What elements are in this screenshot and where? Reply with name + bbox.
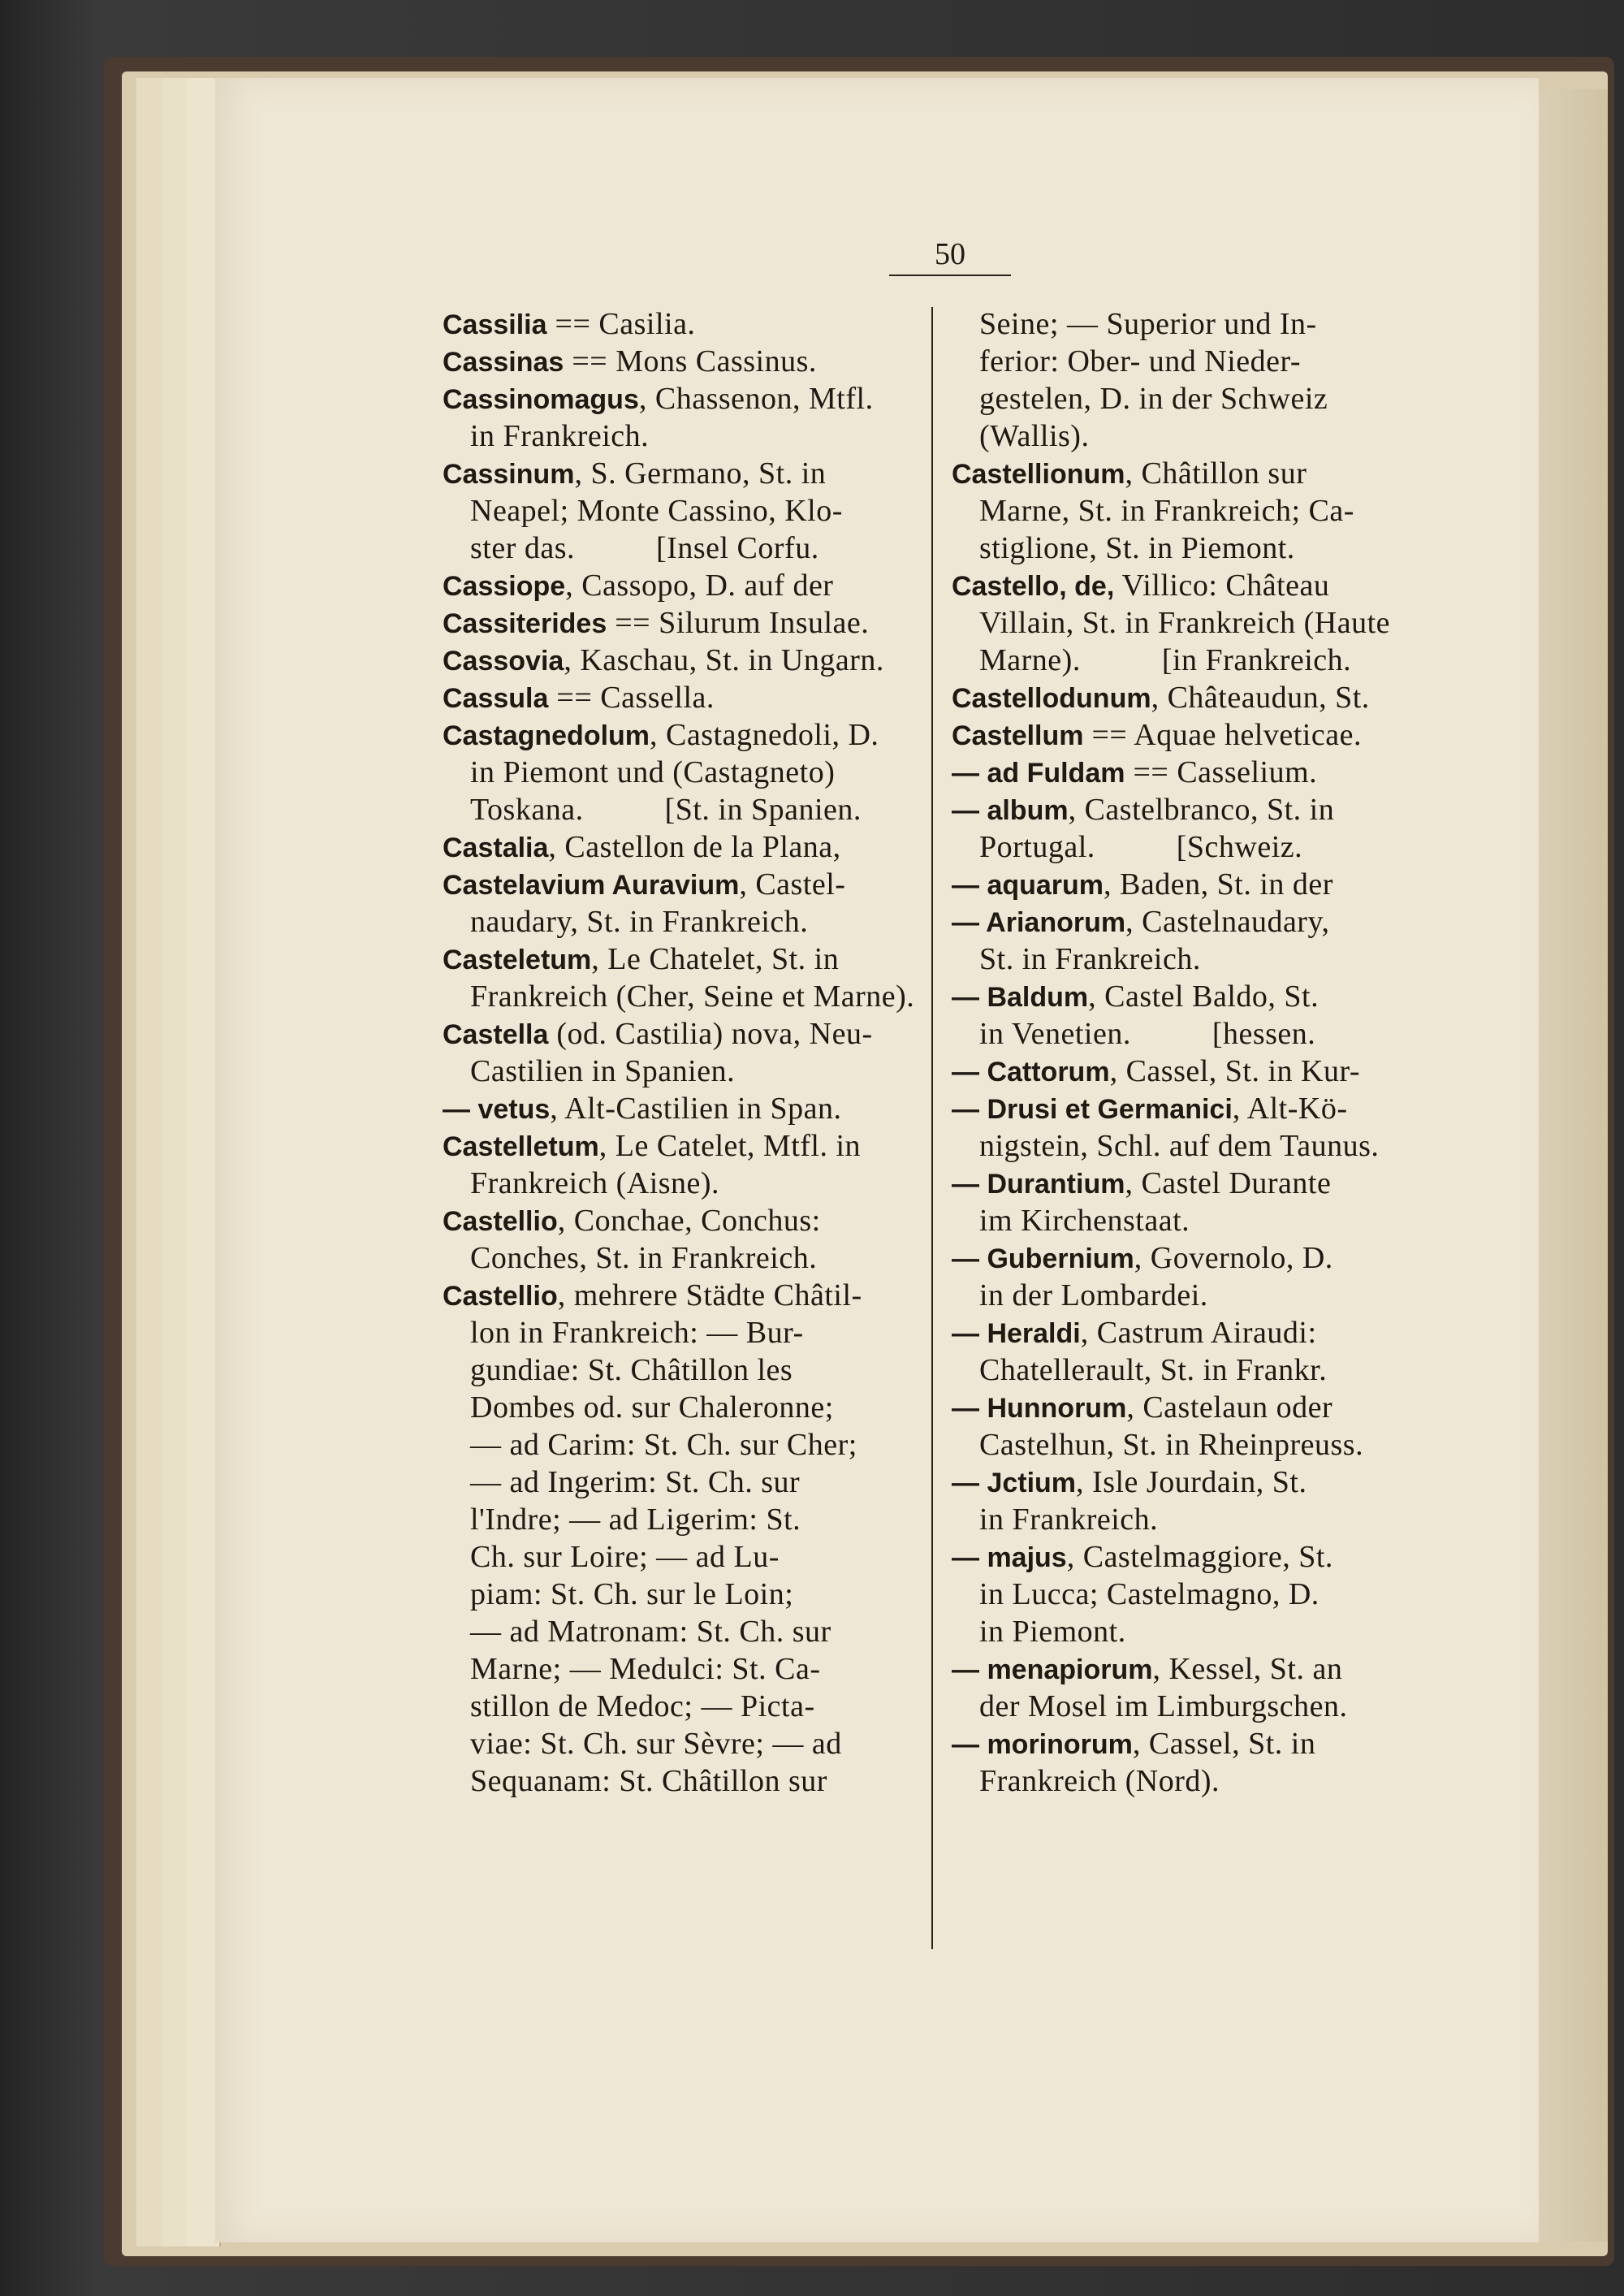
entry-headword: — menapiorum <box>952 1654 1153 1685</box>
entry-line <box>443 1576 930 1613</box>
entry-text: == Silurum Insulae. <box>607 606 870 640</box>
entry-text: — ad Carim: St. Ch. sur Cher; <box>470 1428 857 1462</box>
entry-text: stiglione, St. in Piemont. <box>979 531 1295 565</box>
entry-headword: Castello, de, <box>952 571 1115 602</box>
entry-line <box>443 754 930 791</box>
entry-line <box>952 1053 1449 1090</box>
entry-text: Villain, St. in Frankreich (Haute <box>979 606 1390 640</box>
entry-line <box>443 305 930 343</box>
entry-line <box>952 380 1449 417</box>
entry-headword: — Jctium <box>952 1468 1077 1498</box>
entry-line <box>952 754 1449 791</box>
entry-line <box>443 1053 930 1090</box>
entry-line <box>952 455 1449 492</box>
entry-text: in Piemont und (Castagneto) <box>470 755 836 789</box>
entry-line <box>952 1090 1449 1127</box>
entry-text: im Kirchenstaat. <box>979 1204 1190 1238</box>
entry-headword: — morinorum <box>952 1729 1133 1760</box>
entry-line <box>443 1426 930 1464</box>
entry-text: , Castelnaudary, <box>1125 905 1330 939</box>
entry-line <box>443 492 930 530</box>
entry-headword: Castellionum <box>952 459 1125 490</box>
entry-line <box>952 1426 1449 1464</box>
entry-headword: — Durantium <box>952 1169 1125 1200</box>
entry-text: Castilien in Spanien. <box>470 1054 736 1088</box>
entry-text: gundiae: St. Châtillon les <box>470 1353 793 1387</box>
entry-text: gestelen, D. in der Schweiz <box>979 382 1328 416</box>
entry-text: ferior: Ober- und Nieder- <box>979 344 1302 378</box>
entry-line <box>443 716 930 754</box>
entry-text: Neapel; Monte Cassino, Klo- <box>470 494 843 528</box>
entry-headword: Cassinas <box>443 347 564 378</box>
entry-headword: Castellio <box>443 1206 558 1237</box>
entry-line <box>443 1464 930 1501</box>
entry-line <box>952 1202 1449 1239</box>
entry-line <box>952 343 1449 380</box>
entry-text: , Cassel, St. in <box>1132 1727 1316 1761</box>
entry-line <box>443 978 930 1015</box>
entry-text: , Cassel, St. in Kur- <box>1109 1054 1361 1088</box>
entry-text: naudary, St. in Frankreich. <box>470 905 809 939</box>
entry-text: , Governolo, D. <box>1134 1241 1333 1275</box>
entry-text: , Castelaun oder <box>1126 1390 1333 1425</box>
entry-line <box>443 1314 930 1351</box>
entry-line <box>443 828 930 866</box>
entry-line <box>443 1650 930 1688</box>
entry-text: Marne; — Medulci: St. Ca- <box>470 1652 821 1686</box>
entry-text: , Castel Baldo, St. <box>1088 979 1320 1014</box>
entry-text: == Aquae helveticae. <box>1083 718 1362 752</box>
entry-text: , Kaschau, St. in Ungarn. <box>564 643 884 677</box>
entry-line <box>952 1239 1449 1277</box>
entry-line <box>952 417 1449 455</box>
entry-line <box>443 1613 930 1650</box>
entry-text: , Castelmaggiore, St. <box>1066 1540 1333 1574</box>
entry-headword: Cassinum <box>443 459 575 490</box>
entry-text: lon in Frankreich: — Bur- <box>470 1316 804 1350</box>
entry-text: Portugal. [Schweiz. <box>979 830 1303 864</box>
entry-line <box>952 567 1449 604</box>
entry-headword: Cassovia <box>443 646 564 677</box>
entry-headword: Castellio <box>443 1281 558 1312</box>
entry-line <box>952 903 1449 940</box>
entry-line <box>443 1351 930 1389</box>
entry-headword: — ad Fuldam <box>952 758 1125 789</box>
entry-line <box>952 1576 1449 1613</box>
entry-text: — ad Ingerim: St. Ch. sur <box>470 1465 801 1499</box>
entry-text: , Castrum Airaudi: <box>1080 1316 1317 1350</box>
entry-headword: Cassiterides <box>443 608 607 639</box>
entry-line <box>443 1762 930 1800</box>
entry-line <box>952 940 1449 978</box>
entry-headword: — aquarum <box>952 870 1104 901</box>
entry-headword: — majus <box>952 1542 1067 1573</box>
entry-text: , Castellon de la Plana, <box>548 830 841 864</box>
entry-line <box>443 1501 930 1538</box>
entry-text: , Castel Durante <box>1125 1166 1332 1200</box>
page-number-rule <box>889 275 1011 276</box>
entry-line <box>952 604 1449 642</box>
page-number: 50 <box>935 237 965 271</box>
entry-text: Frankreich (Aisne). <box>470 1166 720 1200</box>
entry-headword: — Hunnorum <box>952 1393 1127 1424</box>
entry-line <box>952 1127 1449 1165</box>
entry-headword: Cassilia <box>443 309 547 340</box>
entry-headword: Castellum <box>952 720 1084 751</box>
entry-text: — ad Matronam: St. Ch. sur <box>470 1615 831 1649</box>
entry-text: viae: St. Ch. sur Sèvre; — ad <box>470 1727 842 1761</box>
entry-line <box>952 1688 1449 1725</box>
entry-text: in Piemont. <box>979 1615 1126 1649</box>
entry-headword: Castelletum <box>443 1131 599 1162</box>
entry-line <box>443 866 930 903</box>
entry-line <box>443 940 930 978</box>
entry-line <box>952 1314 1449 1351</box>
entry-line <box>443 1165 930 1202</box>
entry-text: Castelhun, St. in Rheinpreuss. <box>979 1428 1364 1462</box>
entry-text: , Castelbranco, St. in <box>1068 793 1335 827</box>
entry-text: == Casselium. <box>1125 755 1318 789</box>
entry-text: (od. Castilia) nova, Neu- <box>548 1017 873 1051</box>
entry-text: == Mons Cassinus. <box>564 344 817 378</box>
entry-text: Marne). [in Frankreich. <box>979 643 1352 677</box>
entry-line <box>443 567 930 604</box>
entry-text: , Chassenon, Mtfl. <box>638 382 874 416</box>
entry-text: , Conchae, Conchus: <box>557 1204 821 1238</box>
entry-text: Marne, St. in Frankreich; Ca- <box>979 494 1354 528</box>
entry-text: Frankreich (Nord). <box>979 1764 1220 1798</box>
entry-line <box>443 1127 930 1165</box>
entry-line <box>443 903 930 940</box>
entry-text: , Châteaudun, St. <box>1151 681 1370 715</box>
entry-headword: — Drusi et Germanici <box>952 1094 1233 1125</box>
entry-line <box>443 1090 930 1127</box>
entry-text: , Le Chatelet, St. in <box>591 942 840 976</box>
entry-text: piam: St. Ch. sur le Loin; <box>470 1577 794 1611</box>
entry-text: == Cassella. <box>548 681 715 715</box>
entry-line <box>952 530 1449 567</box>
entry-line <box>443 1239 930 1277</box>
entry-line <box>952 1762 1449 1800</box>
entry-text: Dombes od. sur Chaleronne; <box>470 1390 834 1425</box>
entry-line <box>952 716 1449 754</box>
entry-line <box>952 305 1449 343</box>
entry-line <box>443 1277 930 1314</box>
entry-text: , Castagnedoli, D. <box>650 718 879 752</box>
entry-text: , Alt-Castilien in Span. <box>550 1092 842 1126</box>
entry-text: stillon de Medoc; — Picta- <box>470 1689 815 1723</box>
entry-text: Seine; — Superior und In- <box>979 307 1317 341</box>
entry-headword: — vetus <box>443 1094 551 1125</box>
entry-headword: Casteletum <box>443 945 592 975</box>
entry-line <box>952 1015 1449 1053</box>
entry-line <box>443 1538 930 1576</box>
entry-text: , Alt-Kö- <box>1232 1092 1348 1126</box>
entry-line <box>952 1165 1449 1202</box>
entry-line <box>952 791 1449 828</box>
left-column <box>443 305 930 1800</box>
column-divider <box>931 307 933 1949</box>
entry-line <box>443 642 930 679</box>
entry-headword: Cassula <box>443 683 549 714</box>
entry-text: Ch. sur Loire; — ad Lu- <box>470 1540 780 1574</box>
entry-text: in Frankreich. <box>979 1503 1159 1537</box>
entry-text: , Isle Jourdain, St. <box>1076 1465 1307 1499</box>
entry-text: , Baden, St. in der <box>1104 867 1333 902</box>
entry-text: Toskana. [St. in Spanien. <box>470 793 862 827</box>
entry-line <box>952 1538 1449 1576</box>
entry-line <box>443 1202 930 1239</box>
entry-line <box>443 455 930 492</box>
entry-text: , Châtillon sur <box>1125 456 1307 491</box>
entry-text: Conches, St. in Frankreich. <box>470 1241 818 1275</box>
entry-line <box>952 492 1449 530</box>
entry-text: nigstein, Schl. auf dem Taunus. <box>979 1129 1380 1163</box>
entry-headword: Castalia <box>443 832 549 863</box>
entry-line <box>443 530 930 567</box>
entry-text: , S. Germano, St. in <box>574 456 827 491</box>
entry-line <box>952 1501 1449 1538</box>
entry-text: Frankreich (Cher, Seine et Marne). <box>470 979 915 1014</box>
entry-text: der Mosel im Limburgschen. <box>979 1689 1348 1723</box>
entry-headword: — Arianorum <box>952 907 1126 938</box>
entry-headword: — album <box>952 795 1069 826</box>
entry-text: Sequanam: St. Châtillon sur <box>470 1764 827 1798</box>
entry-text: in Venetien. [hessen. <box>979 1017 1316 1051</box>
entry-headword: — Heraldi <box>952 1318 1081 1349</box>
entry-line <box>443 343 930 380</box>
entry-line <box>952 1650 1449 1688</box>
entry-headword: Castelavium Auravium <box>443 870 740 901</box>
entry-line <box>952 978 1449 1015</box>
entry-text: ster das. [Insel Corfu. <box>470 531 819 565</box>
entry-line <box>443 417 930 455</box>
right-column <box>952 305 1449 1800</box>
entry-headword: — Cattorum <box>952 1057 1110 1087</box>
entry-headword: Cassinomagus <box>443 384 639 415</box>
entry-text: (Wallis). <box>979 419 1090 453</box>
entry-headword: Castella <box>443 1019 549 1050</box>
entry-headword: Castagnedolum <box>443 720 650 751</box>
entry-line <box>443 791 930 828</box>
entry-text: , mehrere Städte Châtil- <box>557 1278 862 1312</box>
entry-line <box>952 828 1449 866</box>
entry-text: in Lucca; Castelmagno, D. <box>979 1577 1320 1611</box>
entry-text: , Cassopo, D. auf der <box>565 569 834 603</box>
entry-line <box>443 1688 930 1725</box>
entry-line <box>443 679 930 716</box>
entry-headword: Cassiope <box>443 571 566 602</box>
entry-line <box>952 1464 1449 1501</box>
entry-headword: — Gubernium <box>952 1243 1134 1274</box>
entry-line <box>952 679 1449 716</box>
next-page-edge <box>1539 89 1608 2242</box>
entry-headword: Castellodunum <box>952 683 1151 714</box>
entry-text: St. in Frankreich. <box>979 942 1201 976</box>
entry-text: == Casilia. <box>546 307 696 341</box>
entry-line <box>952 866 1449 903</box>
entry-line <box>443 1389 930 1426</box>
entry-line <box>443 1725 930 1762</box>
entry-text: in der Lombardei. <box>979 1278 1208 1312</box>
entry-line <box>443 1015 930 1053</box>
entry-line <box>952 642 1449 679</box>
entry-line <box>952 1389 1449 1426</box>
entry-headword: — Baldum <box>952 982 1089 1013</box>
entry-line <box>443 380 930 417</box>
entry-text: l'Indre; — ad Ligerim: St. <box>470 1503 801 1537</box>
entry-text: , Le Catelet, Mtfl. in <box>598 1129 862 1163</box>
entry-text: in Frankreich. <box>470 419 650 453</box>
entry-line <box>952 1277 1449 1314</box>
entry-line <box>952 1613 1449 1650</box>
entry-line <box>443 604 930 642</box>
entry-text: Villico: Château <box>1114 569 1330 603</box>
entry-text: , Castel- <box>739 867 846 902</box>
entry-line <box>952 1351 1449 1389</box>
entry-line <box>952 1725 1449 1762</box>
entry-text: Chatellerault, St. in Frankr. <box>979 1353 1328 1387</box>
entry-text: , Kessel, St. an <box>1152 1652 1343 1686</box>
